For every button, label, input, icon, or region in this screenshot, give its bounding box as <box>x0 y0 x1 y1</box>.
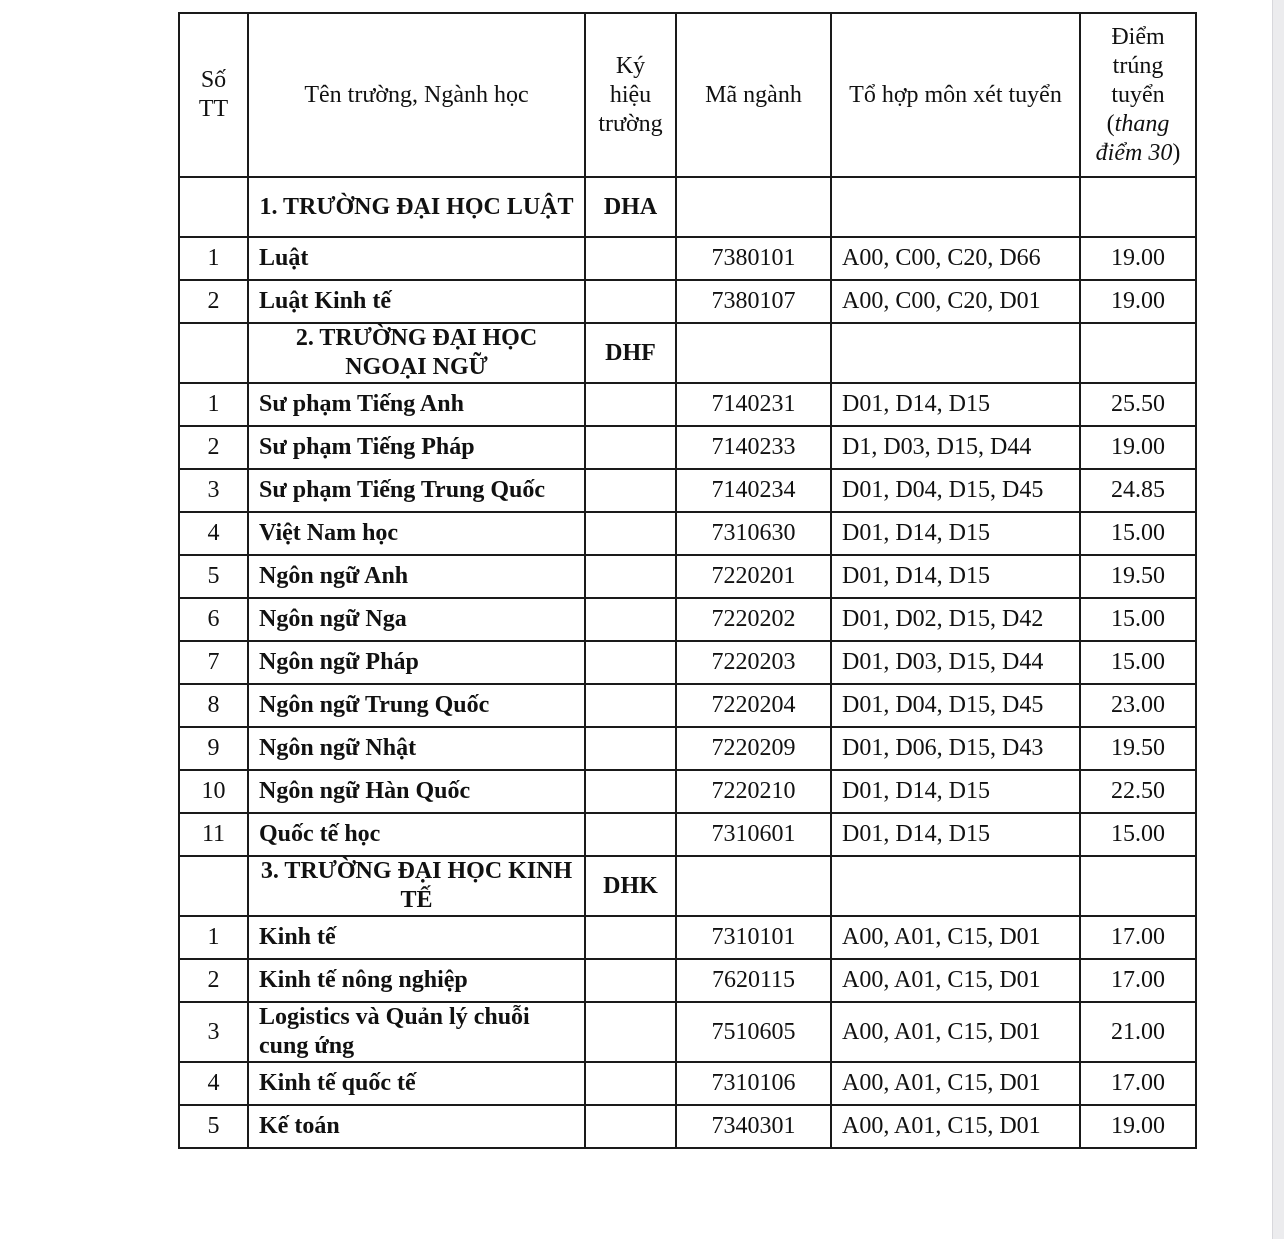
section-code-cell <box>676 856 831 916</box>
table-row <box>179 1105 1196 1148</box>
row-symbol <box>585 512 676 555</box>
row-major-code: 7510605 <box>676 1002 831 1062</box>
row-major-name: Ngôn ngữ Nga <box>248 598 585 641</box>
section-score-cell <box>1080 856 1196 916</box>
row-major-code: 7380107 <box>676 280 831 323</box>
section-title: 2. TRƯỜNG ĐẠI HỌC NGOẠI NGỮ <box>248 323 585 383</box>
section-stt-cell <box>179 177 248 237</box>
row-major-code: 7220210 <box>676 770 831 813</box>
row-stt: 9 <box>179 727 248 770</box>
table-row <box>179 813 1196 856</box>
row-symbol <box>585 1002 676 1062</box>
admission-score-table <box>178 12 1197 1149</box>
row-subject-combo: A00, C00, C20, D01 <box>831 280 1080 323</box>
row-major-code: 7140234 <box>676 469 831 512</box>
header-code: Mã ngành <box>676 13 831 177</box>
row-symbol <box>585 641 676 684</box>
row-score: 15.00 <box>1080 512 1196 555</box>
row-subject-combo: D01, D02, D15, D42 <box>831 598 1080 641</box>
table-row <box>179 598 1196 641</box>
row-subject-combo: A00, A01, C15, D01 <box>831 916 1080 959</box>
row-stt: 3 <box>179 469 248 512</box>
row-major-name: Kế toán <box>248 1105 585 1148</box>
table-row <box>179 383 1196 426</box>
row-major-name: Luật <box>248 237 585 280</box>
row-subject-combo: A00, A01, C15, D01 <box>831 1062 1080 1105</box>
row-subject-combo: D01, D14, D15 <box>831 383 1080 426</box>
section-stt-cell <box>179 323 248 383</box>
row-major-code: 7220201 <box>676 555 831 598</box>
table-row <box>179 1002 1196 1062</box>
row-stt: 7 <box>179 641 248 684</box>
row-major-name: Ngôn ngữ Trung Quốc <box>248 684 585 727</box>
table-row <box>179 641 1196 684</box>
row-score: 17.00 <box>1080 1062 1196 1105</box>
header-score-label: Điểm trúng tuyển <box>1111 23 1165 108</box>
row-symbol <box>585 1105 676 1148</box>
row-score: 19.50 <box>1080 727 1196 770</box>
row-major-name: Kinh tế nông nghiệp <box>248 959 585 1002</box>
page-edge <box>1272 0 1284 1239</box>
row-symbol <box>585 469 676 512</box>
table-row <box>179 237 1196 280</box>
row-score: 19.50 <box>1080 555 1196 598</box>
row-symbol <box>585 598 676 641</box>
row-stt: 8 <box>179 684 248 727</box>
table-row <box>179 512 1196 555</box>
row-major-code: 7310601 <box>676 813 831 856</box>
row-major-code: 7220204 <box>676 684 831 727</box>
section-row <box>179 856 1196 916</box>
row-subject-combo: D01, D14, D15 <box>831 770 1080 813</box>
row-major-name: Ngôn ngữ Anh <box>248 555 585 598</box>
table-row <box>179 684 1196 727</box>
row-symbol <box>585 770 676 813</box>
row-major-name: Việt Nam học <box>248 512 585 555</box>
header-name: Tên trường, Ngành học <box>248 13 585 177</box>
row-major-code: 7310106 <box>676 1062 831 1105</box>
row-score: 19.00 <box>1080 426 1196 469</box>
row-score: 15.00 <box>1080 598 1196 641</box>
row-major-name: Kinh tế <box>248 916 585 959</box>
row-score: 21.00 <box>1080 1002 1196 1062</box>
table-row <box>179 426 1196 469</box>
table-row <box>179 1062 1196 1105</box>
row-subject-combo: A00, C00, C20, D66 <box>831 237 1080 280</box>
section-symbol: DHA <box>585 177 676 237</box>
section-combo-cell <box>831 323 1080 383</box>
row-stt: 5 <box>179 1105 248 1148</box>
row-subject-combo: D1, D03, D15, D44 <box>831 426 1080 469</box>
table-row <box>179 916 1196 959</box>
table-row <box>179 555 1196 598</box>
section-symbol: DHK <box>585 856 676 916</box>
row-stt: 2 <box>179 426 248 469</box>
row-subject-combo: D01, D14, D15 <box>831 813 1080 856</box>
row-symbol <box>585 1062 676 1105</box>
row-major-name: Sư phạm Tiếng Pháp <box>248 426 585 469</box>
row-major-code: 7310101 <box>676 916 831 959</box>
section-score-cell <box>1080 323 1196 383</box>
section-score-cell <box>1080 177 1196 237</box>
row-major-code: 7380101 <box>676 237 831 280</box>
row-stt: 3 <box>179 1002 248 1062</box>
row-major-code: 7620115 <box>676 959 831 1002</box>
row-score: 15.00 <box>1080 641 1196 684</box>
row-major-name: Sư phạm Tiếng Anh <box>248 383 585 426</box>
row-symbol <box>585 383 676 426</box>
row-major-name: Logistics và Quản lý chuỗi cung ứng <box>248 1002 585 1062</box>
row-symbol <box>585 916 676 959</box>
row-subject-combo: D01, D04, D15, D45 <box>831 469 1080 512</box>
section-combo-cell <box>831 177 1080 237</box>
row-subject-combo: A00, A01, C15, D01 <box>831 1105 1080 1148</box>
row-major-code: 7340301 <box>676 1105 831 1148</box>
row-major-name: Ngôn ngữ Pháp <box>248 641 585 684</box>
row-score: 24.85 <box>1080 469 1196 512</box>
row-score: 23.00 <box>1080 684 1196 727</box>
row-stt: 6 <box>179 598 248 641</box>
row-score: 17.00 <box>1080 959 1196 1002</box>
header-combo: Tổ hợp môn xét tuyển <box>831 13 1080 177</box>
row-subject-combo: D01, D06, D15, D43 <box>831 727 1080 770</box>
row-score: 17.00 <box>1080 916 1196 959</box>
row-major-code: 7140233 <box>676 426 831 469</box>
row-symbol <box>585 280 676 323</box>
row-stt: 1 <box>179 383 248 426</box>
row-major-code: 7220209 <box>676 727 831 770</box>
row-subject-combo: D01, D03, D15, D44 <box>831 641 1080 684</box>
row-score: 25.50 <box>1080 383 1196 426</box>
row-score: 15.00 <box>1080 813 1196 856</box>
row-symbol <box>585 237 676 280</box>
row-subject-combo: D01, D14, D15 <box>831 512 1080 555</box>
row-score: 19.00 <box>1080 1105 1196 1148</box>
row-major-name: Ngôn ngữ Hàn Quốc <box>248 770 585 813</box>
row-stt: 1 <box>179 237 248 280</box>
header-symbol: Ký hiệu trường <box>585 13 676 177</box>
row-symbol <box>585 727 676 770</box>
row-stt: 2 <box>179 280 248 323</box>
header-score: Điểm trúng tuyển (thang điểm 30) <box>1080 13 1196 177</box>
row-major-name: Quốc tế học <box>248 813 585 856</box>
table-header-row <box>179 13 1196 177</box>
row-score: 19.00 <box>1080 280 1196 323</box>
table-row <box>179 469 1196 512</box>
section-title: 3. TRƯỜNG ĐẠI HỌC KINH TẾ <box>248 856 585 916</box>
row-stt: 2 <box>179 959 248 1002</box>
row-symbol <box>585 959 676 1002</box>
row-stt: 4 <box>179 512 248 555</box>
row-major-name: Luật Kinh tế <box>248 280 585 323</box>
row-score: 22.50 <box>1080 770 1196 813</box>
row-score: 19.00 <box>1080 237 1196 280</box>
row-major-code: 7220203 <box>676 641 831 684</box>
row-subject-combo: D01, D04, D15, D45 <box>831 684 1080 727</box>
row-symbol <box>585 555 676 598</box>
section-row <box>179 323 1196 383</box>
row-subject-combo: D01, D14, D15 <box>831 555 1080 598</box>
section-title: 1. TRƯỜNG ĐẠI HỌC LUẬT <box>248 177 585 237</box>
row-major-name: Ngôn ngữ Nhật <box>248 727 585 770</box>
row-major-code: 7310630 <box>676 512 831 555</box>
row-stt: 10 <box>179 770 248 813</box>
section-code-cell <box>676 323 831 383</box>
row-major-code: 7140231 <box>676 383 831 426</box>
row-subject-combo: A00, A01, C15, D01 <box>831 1002 1080 1062</box>
row-major-code: 7220202 <box>676 598 831 641</box>
table-row <box>179 770 1196 813</box>
row-symbol <box>585 684 676 727</box>
row-stt: 4 <box>179 1062 248 1105</box>
table-row <box>179 727 1196 770</box>
row-subject-combo: A00, A01, C15, D01 <box>831 959 1080 1002</box>
row-major-name: Kinh tế quốc tế <box>248 1062 585 1105</box>
header-stt: Số TT <box>179 13 248 177</box>
section-combo-cell <box>831 856 1080 916</box>
table-row <box>179 959 1196 1002</box>
section-code-cell <box>676 177 831 237</box>
row-stt: 11 <box>179 813 248 856</box>
row-symbol <box>585 813 676 856</box>
table-body <box>179 177 1196 1148</box>
section-stt-cell <box>179 856 248 916</box>
table-row <box>179 280 1196 323</box>
section-symbol: DHF <box>585 323 676 383</box>
row-symbol <box>585 426 676 469</box>
row-stt: 1 <box>179 916 248 959</box>
row-major-name: Sư phạm Tiếng Trung Quốc <box>248 469 585 512</box>
section-row <box>179 177 1196 237</box>
row-stt: 5 <box>179 555 248 598</box>
header-score-scale: thang điểm 30 <box>1095 110 1173 166</box>
